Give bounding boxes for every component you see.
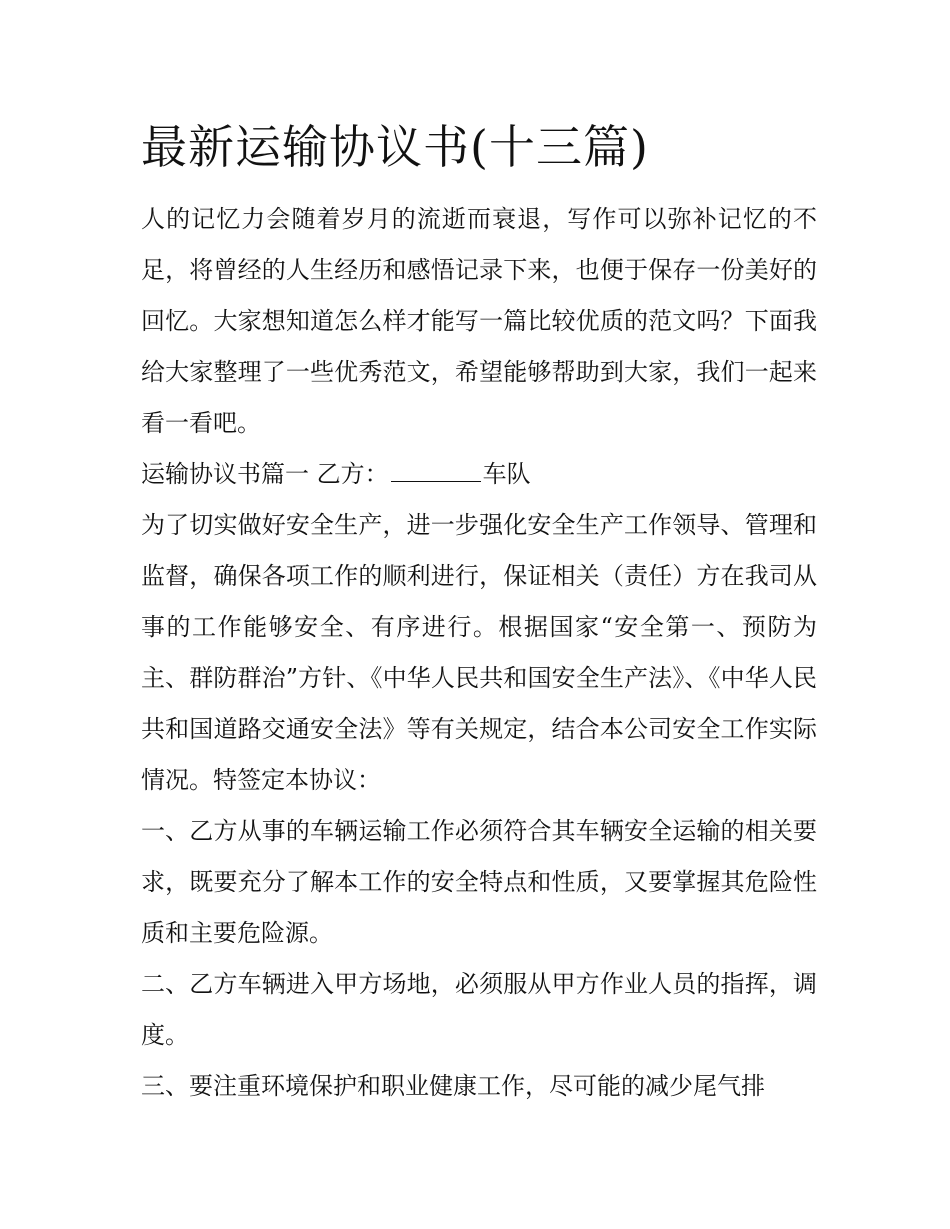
- clause-3: 三、要注重环境保护和职业健康工作，尽可能的减少尾气排: [141, 1072, 765, 1100]
- section-heading: [141, 449, 817, 500]
- document-page: [141, 112, 817, 1112]
- body-paragraph: 为了切实做好安全生产，进一步强化安全生产工作领导、管理和监督，确保各项工作的顺利进行，保证相关（责任）方在我司从事的工作能够安全、有序进行。根据国家“安全第一、预防为主、群防群治”方针、《中华人民共和国安全生产法》、《中华人民共和国道路交通安全法》等有关规定，结合本公司安全工作实际情况。特签定本协议：: [141, 511, 817, 794]
- fill-in-blank: [391, 461, 481, 482]
- clause-2: 二、乙方车辆进入甲方场地，必须服从甲方作业人员的指挥，调度。: [141, 970, 817, 1049]
- section-heading-label: 运输协议书篇一 乙方：: [141, 460, 389, 488]
- document-title: 最新运输协议书(十三篇): [141, 120, 649, 174]
- intro-paragraph: 人的记忆力会随着岁月的流逝而衰退，写作可以弥补记忆的不足，将曾经的人生经历和感悟记录下来，也便于保存一份美好的回忆。大家想知道怎么样才能写一篇比较优质的范文吗？下面我给大家整理了一些优秀范文，希望能够帮助到大家，我们一起来看一看吧。: [141, 205, 817, 437]
- clause-1: 一、乙方从事的车辆运输工作必须符合其车辆安全运输的相关要求，既要充分了解本工作的安全特点和性质，又要掌握其危险性质和主要危险源。: [141, 817, 817, 947]
- section-heading-suffix: 车队: [482, 460, 531, 488]
